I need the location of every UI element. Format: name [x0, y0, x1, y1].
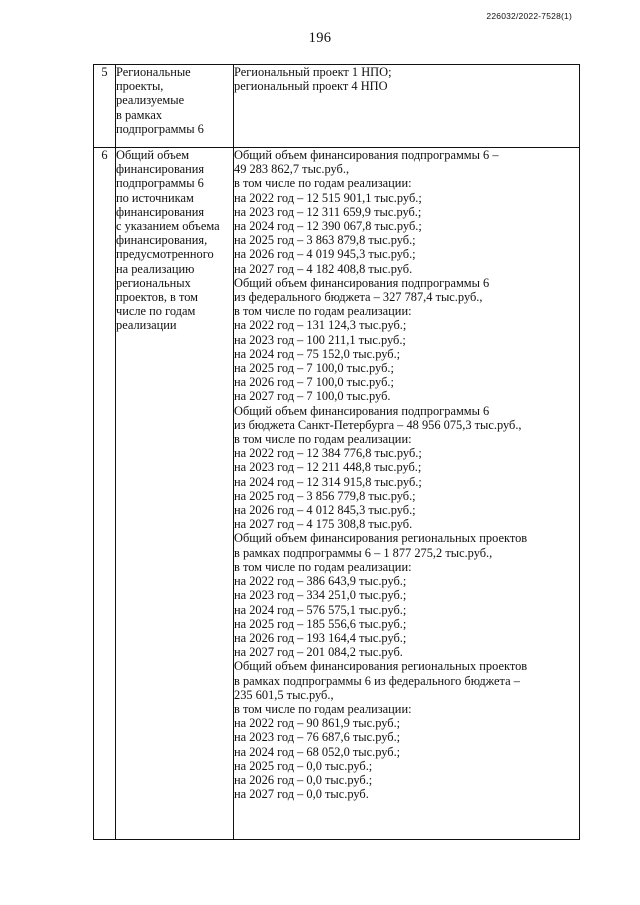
value-line: Общий объем финансирования региональных проектов: [234, 659, 528, 674]
label-line: подпрограммы 6: [116, 121, 204, 136]
value-line: 49 283 862,7 тыс.руб.,: [234, 162, 350, 177]
row-label-cell: [116, 148, 234, 840]
value-line: из федерального бюджета – 327 787,4 тыс.руб.,: [234, 290, 483, 305]
value-line: Общий объем финансирования подпрограммы 6 –: [234, 148, 499, 162]
label-line: региональных: [116, 275, 191, 290]
label-line: в рамках: [116, 107, 163, 122]
value-line: на 2024 год – 576 575,1 тыс.руб.;: [234, 602, 407, 617]
passport-table: [93, 64, 580, 840]
value-line: 235 601,5 тыс.руб.,: [234, 687, 334, 702]
value-line: на 2023 год – 334 251,0 тыс.руб.;: [234, 588, 407, 603]
label-line: Общий объем: [116, 148, 190, 162]
value-line: на 2027 год – 4 182 408,8 тыс.руб.: [234, 261, 413, 276]
value-line: на 2022 год – 12 384 776,8 тыс.руб.;: [234, 446, 422, 461]
value-line: на 2023 год – 12 211 448,8 тыс.руб.;: [234, 460, 422, 475]
value-line: Общий объем финансирования региональных проектов: [234, 531, 528, 546]
value-line: на 2026 год – 0,0 тыс.руб.;: [234, 772, 373, 787]
row-value-cell: [234, 65, 580, 148]
label-line: с указанием объема: [116, 219, 220, 234]
value-line: в том числе по годам реализации:: [234, 701, 412, 716]
label-line: предусмотренного: [116, 247, 214, 262]
value-line: в рамках подпрограммы 6 из федерального бюджета –: [234, 673, 520, 688]
label-line: на реализацию: [116, 261, 195, 276]
value-line: на 2023 год – 12 311 659,9 тыс.руб.;: [234, 204, 422, 219]
value-line: на 2026 год – 7 100,0 тыс.руб.;: [234, 375, 394, 390]
value-line: на 2027 год – 4 175 308,8 тыс.руб.: [234, 517, 413, 532]
value-line: в рамках подпрограммы 6 – 1 877 275,2 тыс.руб.,: [234, 545, 493, 560]
value-line: на 2026 год – 193 164,4 тыс.руб.;: [234, 630, 407, 645]
row-number-cell: 6: [94, 148, 116, 840]
value-line: на 2027 год – 0,0 тыс.руб.: [234, 787, 369, 802]
value-line: на 2024 год – 12 390 067,8 тыс.руб.;: [234, 219, 422, 234]
value-line: на 2022 год – 90 861,9 тыс.руб.;: [234, 716, 401, 731]
value-line: на 2024 год – 12 314 915,8 тыс.руб.;: [234, 474, 422, 489]
value-line: на 2022 год – 386 643,9 тыс.руб.;: [234, 574, 407, 589]
value-line: на 2025 год – 0,0 тыс.руб.;: [234, 758, 373, 773]
value-line: на 2022 год – 12 515 901,1 тыс.руб.;: [234, 190, 422, 205]
row-label-cell: [116, 65, 234, 148]
value-line: Общий объем финансирования подпрограммы 6: [234, 403, 490, 418]
label-line: реализации: [116, 318, 177, 333]
table-body: [94, 65, 580, 840]
value-line: на 2026 год – 4 019 945,3 тыс.руб.;: [234, 247, 416, 262]
label-line: подпрограммы 6: [116, 176, 204, 191]
label-line: проекты,: [116, 79, 164, 94]
value-line: в том числе по годам реализации:: [234, 176, 412, 191]
value-line: Региональный проект 1 НПО;: [234, 65, 392, 79]
value-line: из бюджета Санкт-Петербурга – 48 956 075,3 тыс.руб.,: [234, 417, 522, 432]
value-line: на 2023 год – 76 687,6 тыс.руб.;: [234, 730, 401, 745]
value-line: региональный проект 4 НПО: [234, 79, 388, 94]
table-row: [94, 65, 580, 148]
value-line: на 2026 год – 4 012 845,3 тыс.руб.;: [234, 503, 416, 518]
label-line: проектов, в том: [116, 290, 199, 305]
value-line: в том числе по годам реализации:: [234, 559, 412, 574]
label-line: финансирования: [116, 162, 205, 177]
label-line: финансирования: [116, 204, 205, 219]
value-line: Общий объем финансирования подпрограммы 6: [234, 275, 490, 290]
value-line: в том числе по годам реализации:: [234, 432, 412, 447]
label-line: финансирования,: [116, 233, 208, 248]
value-line: на 2025 год – 7 100,0 тыс.руб.;: [234, 361, 394, 376]
document-code: 226032/2022-7528(1): [486, 11, 572, 21]
value-line: на 2024 год – 68 052,0 тыс.руб.;: [234, 744, 401, 759]
value-line: в том числе по годам реализации:: [234, 304, 412, 319]
table-row: [94, 148, 580, 840]
value-line: на 2024 год – 75 152,0 тыс.руб.;: [234, 346, 401, 361]
label-line: реализуемые: [116, 93, 185, 108]
value-line: на 2025 год – 3 856 779,8 тыс.руб.;: [234, 488, 416, 503]
value-line: на 2022 год – 131 124,3 тыс.руб.;: [234, 318, 407, 333]
value-line: на 2027 год – 201 084,2 тыс.руб.: [234, 645, 403, 660]
label-line: по источникам: [116, 190, 194, 205]
value-line: на 2025 год – 3 863 879,8 тыс.руб.;: [234, 233, 416, 248]
row-value-cell: [234, 148, 580, 840]
label-line: Региональные: [116, 65, 191, 79]
value-line: на 2023 год – 100 211,1 тыс.руб.;: [234, 332, 406, 347]
value-line: на 2025 год – 185 556,6 тыс.руб.;: [234, 616, 407, 631]
row-number-cell: 5: [94, 65, 116, 148]
label-line: числе по годам: [116, 304, 196, 319]
page-number: 196: [308, 30, 332, 46]
value-line: на 2027 год – 7 100,0 тыс.руб.: [234, 389, 391, 404]
